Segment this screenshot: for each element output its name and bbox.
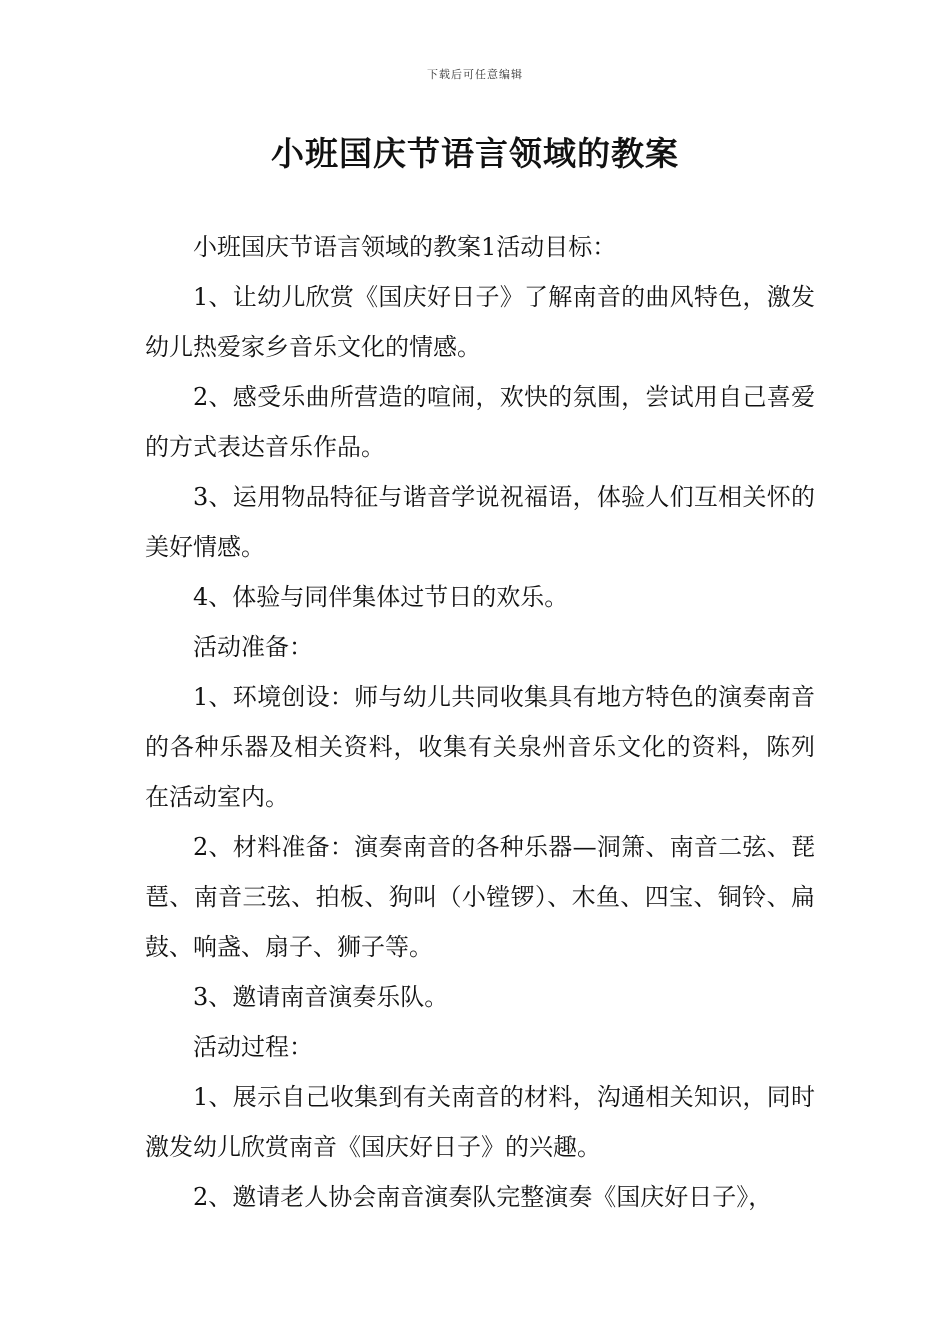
document-title: 小班国庆节语言领域的教案 <box>271 134 679 173</box>
paragraph-goal-3: 3、运用物品特征与谐音学说祝福语，体验人们互相关怀的美好情感。 <box>145 483 815 561</box>
paragraph-prep-3: 3、邀请南音演奏乐队。 <box>193 983 449 1011</box>
header-note: 下载后可任意编辑 <box>427 68 523 81</box>
paragraph-process-1: 1、展示自己收集到有关南音的材料，沟通相关知识，同时激发幼儿欣赏南音《国庆好日子》的兴趣。 <box>145 1083 815 1161</box>
paragraph-prep-1: 1、环境创设：师与幼儿共同收集具有地方特色的演奏南音的各种乐器及相关资料，收集有关泉州音乐文化的资料，陈列在活动室内。 <box>145 683 815 811</box>
paragraph-process-2: 2、邀请老人协会南音演奏队完整演奏《国庆好日子》， <box>193 1183 773 1211</box>
section-heading-preparation: 活动准备： <box>193 633 313 661</box>
section-heading-process: 活动过程： <box>193 1033 313 1061</box>
paragraph-prep-2: 2、材料准备：演奏南音的各种乐器—洞箫、南音二弦、琵琶、南音三弦、拍板、狗叫（小镗锣）、木鱼、四宝、铜铃、扁鼓、响盏、扇子、狮子等。 <box>145 833 815 961</box>
paragraph-intro: 小班国庆节语言领域的教案1活动目标： <box>193 233 617 261</box>
paragraph-goal-4: 4、体验与同伴集体过节日的欢乐。 <box>193 583 569 611</box>
paragraph-goal-1: 1、让幼儿欣赏《国庆好日子》了解南音的曲风特色，激发幼儿热爱家乡音乐文化的情感。 <box>145 283 815 361</box>
document-body <box>145 222 815 1222</box>
paragraph-goal-2: 2、感受乐曲所营造的喧闹，欢快的氛围，尝试用自己喜爱的方式表达音乐作品。 <box>145 383 815 461</box>
